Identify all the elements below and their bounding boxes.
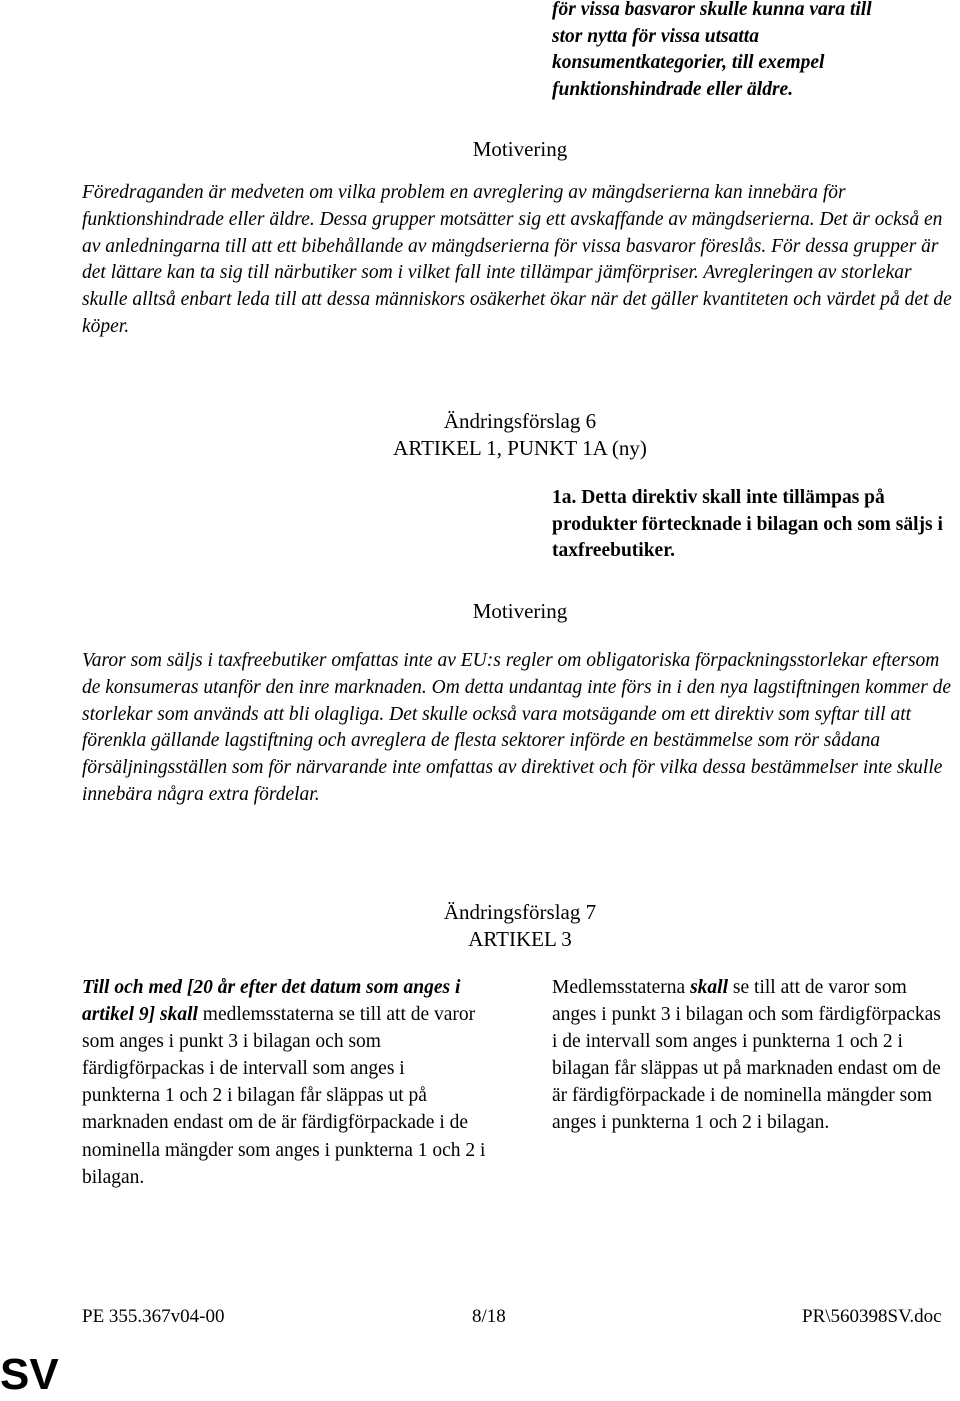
deleted-text: Till och med [20 år efter det datum som anges i artikel 9] skall bbox=[82, 977, 461, 1026]
original-text-column bbox=[82, 974, 487, 1191]
footer-doc-ref: PE 355.367v04-00 bbox=[82, 1306, 225, 1327]
language-code: SV bbox=[0, 1350, 59, 1399]
amendment-line: konsumentkategorier, till exempel bbox=[552, 52, 825, 73]
motivering-text: Föredraganden är medveten om vilka problem en avreglering av mängdserierna kan innebära för funktionshindrade eller äldre. Dessa grupper motsätter sig ett avskaffande av mängdserierna. Det är också en av anledningarna till att ett bibehållande av mängdserierna för vissa basvaror föreslås. För dessa grupper är det lättare kan ta sig till närbutiker som i vilket fall inte tillämpar jämförpriser. Avregleringen av storlekar skulle alltså enbart leda till att dessa människors osäkerhet ökar när det gäller kvantiteten och värdet på det de köper. bbox=[82, 182, 952, 337]
motivering-heading: Motivering bbox=[472, 599, 568, 623]
motivering-heading: Motivering bbox=[472, 137, 568, 161]
amendment-text-continued bbox=[552, 0, 952, 103]
motivering-text: Varor som säljs i taxfreebutiker omfattas inte av EU:s regler om obligatoriska förpackningsstorlekar eftersom de konsumeras utanför den inre marknaden. Om detta undantag inte förs in i den nya lagstiftningen kommer de storlekar som används att bli olagliga. Det skulle också vara motsägande om ett direktiv som syftar till att förenkla gällande lagstiftning och avreglera de flesta sektorer införde en bestämmelse som rör sådana försäljningsställen som för närvarande inte omfattas av direktivet och för vilka dessa bestämmelser inte skulle innebära några extra fördelar. bbox=[82, 650, 952, 805]
footer-page-number: 8/18 bbox=[472, 1306, 506, 1327]
amended-text-column bbox=[552, 974, 947, 1137]
amendment-line: funktionshindrade eller äldre. bbox=[552, 78, 794, 100]
footer-filename: PR\560398SV.doc bbox=[802, 1306, 942, 1327]
amendment-line: för vissa basvaror skulle kunna vara till bbox=[552, 0, 872, 20]
amendment-title: Ändringsförslag 7 bbox=[443, 900, 597, 924]
amendment-article: ARTIKEL 1, PUNKT 1A (ny) bbox=[393, 436, 647, 460]
inserted-text: skall bbox=[690, 977, 729, 998]
amendment-proposed-text: 1a. Detta direktiv skall inte tillämpas på produkter förtecknade i bilagan och som säljs i taxfreebutiker. bbox=[552, 487, 943, 561]
amendment-title: Ändringsförslag 6 bbox=[443, 409, 597, 433]
amended-text: se till att de varor som anges i punkt 3 i bilagan och som färdigförpackas i de intervall som anges i punkterna 1 och 2 i bilagan får släppas ut på marknaden endast om de är färdigförpackade i de nominella mängder som anges i punkterna 1 och 2 i bilagan. bbox=[552, 977, 941, 1134]
amendment-article: ARTIKEL 3 bbox=[468, 927, 572, 951]
amended-text-start: Medlemsstaterna bbox=[552, 977, 691, 998]
amendment-line: stor nytta för vissa utsatta bbox=[552, 25, 759, 47]
original-text: medlemsstaterna se till att de varor som anges i punkt 3 i bilagan och som färdigförpackas i de intervall som anges i punkterna 1 och 2 i bilagan får släppas ut på marknaden endast om de är färdigförpackade i de nominella mängder som anges i punkterna 1 och 2 i bilagan. bbox=[82, 1004, 486, 1188]
